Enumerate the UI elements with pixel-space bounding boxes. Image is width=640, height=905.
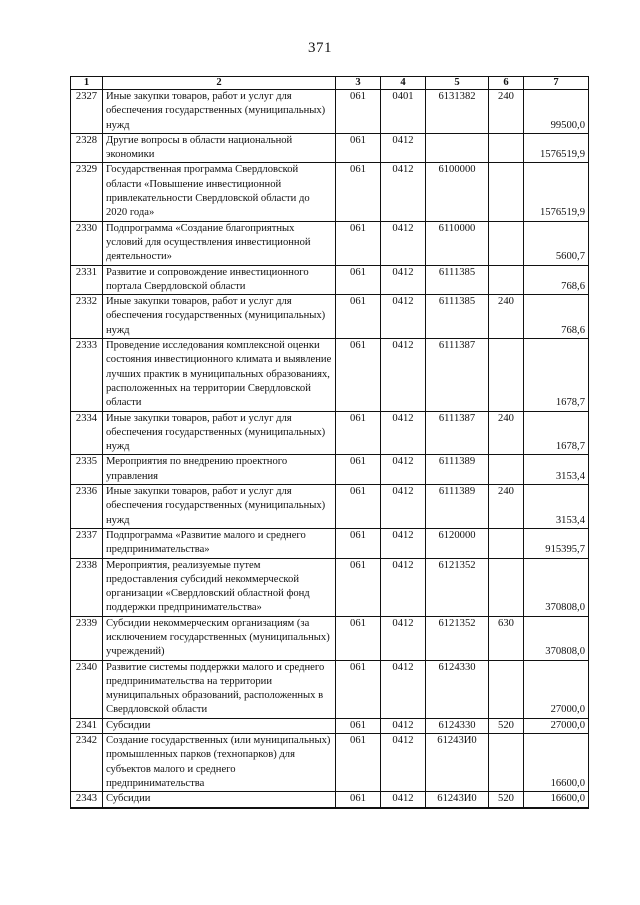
ministry-code-cell: 061 [336,411,381,455]
expense-type-cell [489,660,524,718]
ministry-code-cell: 061 [336,616,381,660]
item-name-cell: Другие вопросы в области национальной экономики [103,133,336,163]
amount-cell: 1678,7 [524,339,589,411]
row-number-cell: 2337 [71,528,103,558]
ministry-code-cell: 061 [336,295,381,339]
table-row [71,133,589,163]
expense-type-cell: 240 [489,485,524,529]
section-code-cell: 0412 [381,616,426,660]
section-code-cell: 0412 [381,734,426,792]
table-row [71,558,589,616]
expense-type-cell [489,133,524,163]
ministry-code-cell: 061 [336,734,381,792]
target-article-cell: 6121352 [426,616,489,660]
row-number-cell: 2333 [71,339,103,411]
row-number-cell: 2328 [71,133,103,163]
row-number-cell: 2342 [71,734,103,792]
ministry-code-cell: 061 [336,163,381,221]
row-number-cell: 2338 [71,558,103,616]
expense-type-cell: 520 [489,718,524,733]
table-row [71,411,589,455]
table-row [71,295,589,339]
header-cell: 1 [71,77,103,90]
section-code-cell: 0412 [381,411,426,455]
ministry-code-cell: 061 [336,339,381,411]
table-row [71,718,589,733]
header-cell: 5 [426,77,489,90]
section-code-cell: 0412 [381,792,426,808]
row-number-cell: 2331 [71,265,103,295]
target-article-cell: 6111385 [426,265,489,295]
item-name-cell: Подпрограмма «Создание благоприятных условий для осуществления инвестиционной деятельности» [103,221,336,265]
target-article-cell: 6120000 [426,528,489,558]
table-row [71,616,589,660]
section-code-cell: 0412 [381,528,426,558]
section-code-cell: 0412 [381,455,426,485]
table-row [71,339,589,411]
target-article-cell: 6111389 [426,455,489,485]
target-article-cell: 6124330 [426,718,489,733]
header-cell: 7 [524,77,589,90]
section-code-cell: 0412 [381,265,426,295]
expense-type-cell [489,163,524,221]
target-article-cell: 61243И0 [426,734,489,792]
table-row [71,792,589,808]
expense-type-cell [489,528,524,558]
amount-cell: 16600,0 [524,792,589,808]
amount-cell: 3153,4 [524,485,589,529]
expense-type-cell: 520 [489,792,524,808]
expense-type-cell: 240 [489,90,524,134]
row-number-cell: 2335 [71,455,103,485]
item-name-cell: Проведение исследования комплексной оценки состояния инвестиционного климата и выявление лучших практик в муниципальных образованиях, расположенных на территории Свердловской области [103,339,336,411]
row-number-cell: 2334 [71,411,103,455]
ministry-code-cell: 061 [336,455,381,485]
header-cell: 6 [489,77,524,90]
item-name-cell: Иные закупки товаров, работ и услуг для обеспечения государственных (муниципальных) нужд [103,485,336,529]
target-article-cell: 6124330 [426,660,489,718]
item-name-cell: Мероприятия, реализуемые путем предоставления субсидий некоммерческой организации «Свердловский областной фонд поддержки предпринимательства» [103,558,336,616]
target-article-cell: 6111389 [426,485,489,529]
row-number-cell: 2339 [71,616,103,660]
row-number-cell: 2341 [71,718,103,733]
item-name-cell: Развитие системы поддержки малого и среднего предпринимательства на территории муниципальных образований, расположенных в Свердловской области [103,660,336,718]
ministry-code-cell: 061 [336,558,381,616]
row-number-cell: 2330 [71,221,103,265]
item-name-cell: Иные закупки товаров, работ и услуг для обеспечения государственных (муниципальных) нужд [103,295,336,339]
item-name-cell: Субсидии [103,792,336,808]
section-code-cell: 0412 [381,339,426,411]
amount-cell: 768,6 [524,295,589,339]
header-cell: 3 [336,77,381,90]
ministry-code-cell: 061 [336,718,381,733]
table-row [71,660,589,718]
amount-cell: 1576519,9 [524,163,589,221]
amount-cell: 99500,0 [524,90,589,134]
expense-type-cell: 240 [489,411,524,455]
expense-type-cell [489,455,524,485]
table-row [71,455,589,485]
expense-type-cell [489,734,524,792]
section-code-cell: 0412 [381,558,426,616]
amount-cell: 5600,7 [524,221,589,265]
table-row [71,163,589,221]
item-name-cell: Мероприятия по внедрению проектного управления [103,455,336,485]
section-code-cell: 0412 [381,221,426,265]
section-code-cell: 0401 [381,90,426,134]
target-article-cell [426,133,489,163]
item-name-cell: Субсидии [103,718,336,733]
expense-type-cell: 630 [489,616,524,660]
row-number-cell: 2340 [71,660,103,718]
table-row [71,734,589,792]
row-number-cell: 2332 [71,295,103,339]
amount-cell: 370808,0 [524,558,589,616]
ministry-code-cell: 061 [336,221,381,265]
amount-cell: 1576519,9 [524,133,589,163]
target-article-cell: 6111387 [426,339,489,411]
row-number-cell: 2336 [71,485,103,529]
target-article-cell: 6111387 [426,411,489,455]
row-number-cell: 2343 [71,792,103,808]
row-number-cell: 2327 [71,90,103,134]
amount-cell: 370808,0 [524,616,589,660]
target-article-cell: 6110000 [426,221,489,265]
section-code-cell: 0412 [381,660,426,718]
ministry-code-cell: 061 [336,265,381,295]
item-name-cell: Государственная программа Свердловской области «Повышение инвестиционной привлекательности Свердловской области до 2020 года» [103,163,336,221]
section-code-cell: 0412 [381,163,426,221]
table-row [71,528,589,558]
section-code-cell: 0412 [381,295,426,339]
expense-type-cell [489,339,524,411]
expense-type-cell: 240 [489,295,524,339]
amount-cell: 1678,7 [524,411,589,455]
budget-table [70,76,589,809]
target-article-cell: 61243И0 [426,792,489,808]
table-row [71,485,589,529]
expense-type-cell [489,558,524,616]
table-row [71,90,589,134]
ministry-code-cell: 061 [336,133,381,163]
ministry-code-cell: 061 [336,485,381,529]
item-name-cell: Развитие и сопровождение инвестиционного портала Свердловской области [103,265,336,295]
row-number-cell: 2329 [71,163,103,221]
section-code-cell: 0412 [381,485,426,529]
target-article-cell: 6131382 [426,90,489,134]
amount-cell: 27000,0 [524,660,589,718]
ministry-code-cell: 061 [336,90,381,134]
amount-cell: 27000,0 [524,718,589,733]
amount-cell: 16600,0 [524,734,589,792]
header-cell: 4 [381,77,426,90]
amount-cell: 3153,4 [524,455,589,485]
amount-cell: 768,6 [524,265,589,295]
expense-type-cell [489,221,524,265]
ministry-code-cell: 061 [336,792,381,808]
target-article-cell: 6100000 [426,163,489,221]
section-code-cell: 0412 [381,718,426,733]
table-row [71,221,589,265]
item-name-cell: Субсидии некоммерческим организациям (за исключением государственных (муниципальных) учреждений) [103,616,336,660]
item-name-cell: Создание государственных (или муниципальных) промышленных парков (технопарков) для субъектов малого и среднего предпринимательства [103,734,336,792]
expense-type-cell [489,265,524,295]
ministry-code-cell: 061 [336,660,381,718]
header-row [71,77,589,90]
item-name-cell: Подпрограмма «Развитие малого и среднего предпринимательства» [103,528,336,558]
table-row [71,265,589,295]
item-name-cell: Иные закупки товаров, работ и услуг для обеспечения государственных (муниципальных) нужд [103,90,336,134]
item-name-cell: Иные закупки товаров, работ и услуг для обеспечения государственных (муниципальных) нужд [103,411,336,455]
section-code-cell: 0412 [381,133,426,163]
amount-cell: 915395,7 [524,528,589,558]
header-cell: 2 [103,77,336,90]
target-article-cell: 6121352 [426,558,489,616]
ministry-code-cell: 061 [336,528,381,558]
page-number: 371 [308,40,332,56]
target-article-cell: 6111385 [426,295,489,339]
